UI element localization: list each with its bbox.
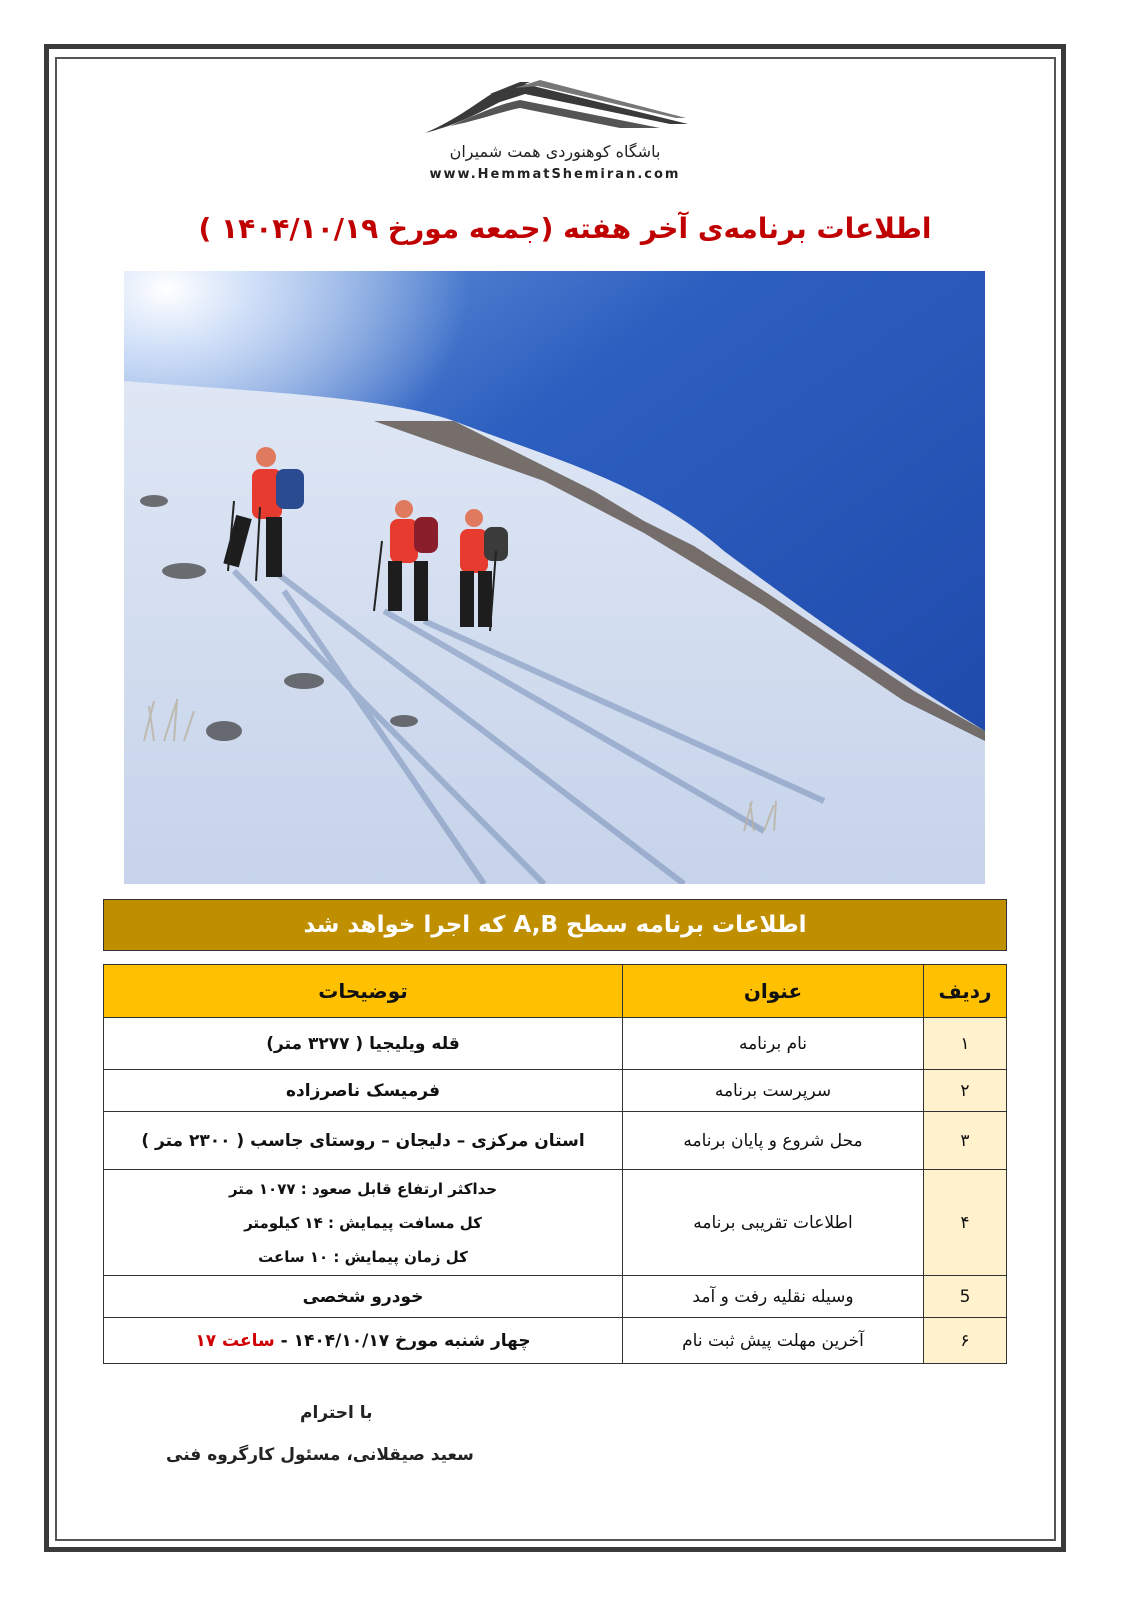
club-name: باشگاه کوهنوردی همت شمیران xyxy=(449,142,661,161)
row-title: نام برنامه xyxy=(623,1018,924,1070)
row-number: ۳ xyxy=(924,1112,1007,1170)
row-description xyxy=(104,1170,623,1276)
row-number: ۶ xyxy=(924,1318,1007,1364)
row-title: سرپرست برنامه xyxy=(623,1070,924,1112)
row-title: محل شروع و پایان برنامه xyxy=(623,1112,924,1170)
row-description xyxy=(104,1318,623,1364)
club-logo xyxy=(415,78,695,198)
header-row-number: ردیف xyxy=(924,965,1007,1018)
row-title: آخرین مهلت پیش ثبت نام xyxy=(623,1318,924,1364)
row-description: فرمیسک ناصرزاده xyxy=(104,1070,623,1112)
table-row xyxy=(104,1318,1007,1364)
row-number: 5 xyxy=(924,1276,1007,1318)
row-number: ۴ xyxy=(924,1170,1007,1276)
row-number: ۲ xyxy=(924,1070,1007,1112)
description-line: حداکثر ارتفاع قابل صعود : ۱۰۷۷ متر xyxy=(228,1179,498,1198)
program-info-table xyxy=(103,964,1007,1364)
hikers-photo xyxy=(124,271,985,884)
page-title: اطلاعات برنامه‌ی آخر هفته (جمعه مورخ ۱۴۰۴/۱۰/۱۹ ) xyxy=(198,212,932,245)
section-title-bar: اطلاعات برنامه سطح A,B که اجرا خواهد شد xyxy=(103,899,1007,951)
row-title: اطلاعات تقریبی برنامه xyxy=(623,1170,924,1276)
description-line: کل زمان پیمایش : ۱۰ ساعت xyxy=(258,1247,468,1266)
mountain-logo-icon xyxy=(420,78,690,138)
deadline-date: چهار شنبه مورخ ۱۴۰۴/۱۰/۱۷ - xyxy=(274,1330,531,1351)
table-row xyxy=(104,1276,1007,1318)
description-line: کل مسافت پیمایش : ۱۴ کیلومتر xyxy=(244,1213,482,1232)
club-url: www.HemmatShemiran.com xyxy=(429,167,681,182)
row-description: استان مرکزی – دلیجان – روستای جاسب ( ۲۳۰۰ متر ) xyxy=(104,1112,623,1170)
header-title: عنوان xyxy=(623,965,924,1018)
row-number: ۱ xyxy=(924,1018,1007,1070)
closing-regards: با احترام xyxy=(300,1403,373,1423)
table-header-row xyxy=(104,965,1007,1018)
header-description: توضیحات xyxy=(104,965,623,1018)
row-title: وسیله نقلیه رفت و آمد xyxy=(623,1276,924,1318)
table-row xyxy=(104,1018,1007,1070)
row-description: قله ویلیجیا ( ۳۲۷۷ متر) xyxy=(104,1018,623,1070)
table-row xyxy=(104,1070,1007,1112)
row-description: خودرو شخصی xyxy=(104,1276,623,1318)
deadline-time: ساعت ۱۷ xyxy=(195,1330,275,1351)
table-row xyxy=(104,1112,1007,1170)
table-row xyxy=(104,1170,1007,1276)
closing-signature: سعید صیقلانی، مسئول کارگروه فنی xyxy=(166,1445,474,1465)
